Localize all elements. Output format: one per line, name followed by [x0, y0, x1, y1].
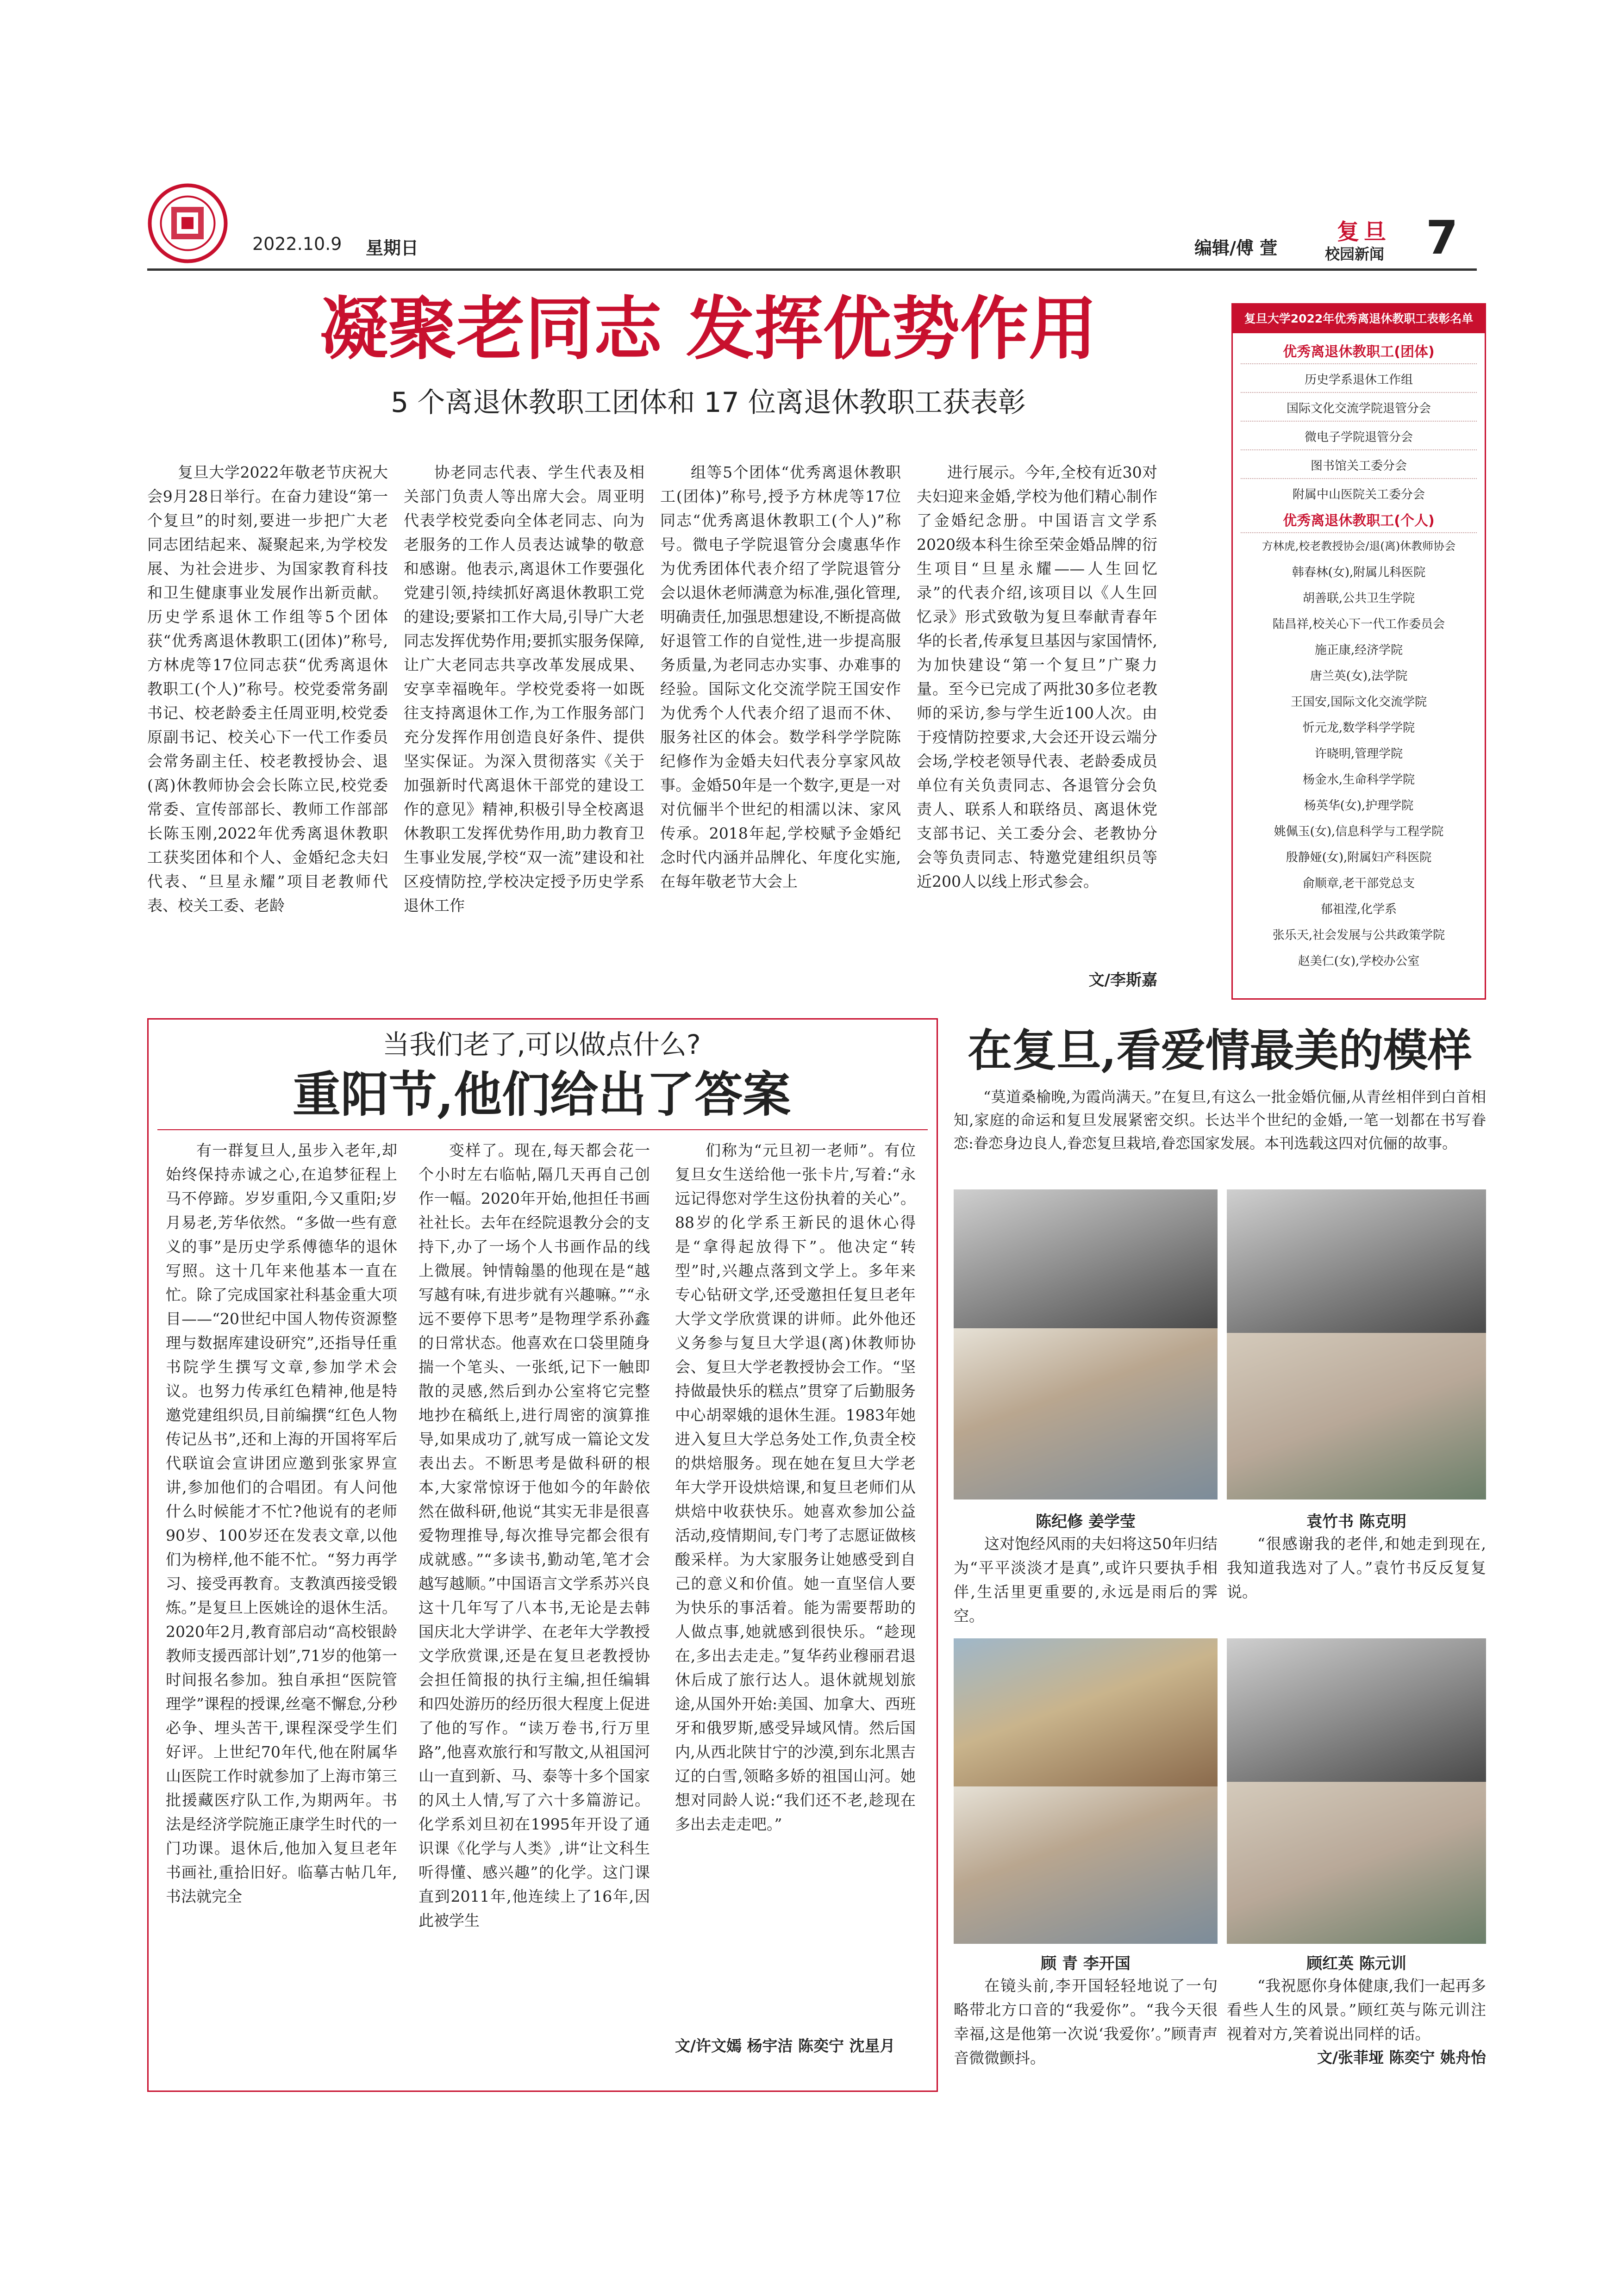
divider	[1241, 532, 1477, 533]
double-ninth-byline: 文/许文嫣 杨宇洁 陈奕宁 沈星月	[675, 2037, 895, 2055]
divider	[1241, 392, 1477, 393]
honor-individual-heading: 优秀离退休教职工(个人)	[1283, 513, 1435, 529]
honor-individual-item: 郁祖滢,化学系	[1320, 902, 1397, 916]
double-ninth-kicker: 当我们老了,可以做点什么?	[382, 1029, 701, 1060]
lead-byline: 文/李斯嘉	[1088, 971, 1157, 989]
couple-photo-new	[1227, 1333, 1486, 1500]
golden-love-byline: 文/张菲垭 陈奕宁 姚舟怡	[1317, 2048, 1486, 2066]
lead-subtitle: 5 个离退休教职工团体和 17 位离退休教职工获表彰	[391, 386, 1026, 419]
golden-love-intro: “莫道桑榆晚,为霞尚满天。”在复旦,有这么一批金婚伉俪,从青丝相伴到白首相知,家庭的命运和复旦发展紧密交织。长达半个世纪的金婚,一笔一划都在书写眷恋:眷恋身边良人,眷恋复旦栽培,眷恋国家发展。本刊选载这四对伉俪的故事。	[954, 1088, 1486, 1152]
golden-love-title: 在复旦,看爱情最美的模样	[968, 1024, 1472, 1076]
couple-caption: “我祝愿你身体健康,我们一起再多看些人生的风景。”顾红英与陈元训注视着对方,笑着说出同样的话。	[1227, 1977, 1486, 2043]
honor-individual-item: 杨金水,生命科学学院	[1302, 773, 1415, 787]
divider	[1241, 449, 1477, 450]
lead-col-2: 协老同志代表、学生代表及相关部门负责人等出席大会。周亚明代表学校党委向全体老同志、向为老服务的工作人员表达诚挚的敬意和感谢。他表示,离退休工作要强化党建引领,持续抓好离退休教职工党的建设;要紧扣工作大局,引导广大老同志发挥优势作用;要抓实服务保障,让广大老同志共享改革发展成果、安享幸福晚年。学校党委将一如既往支持离退休工作,为工作服务部门充分发挥作用创造良好条件、提供坚实保证。为深入贯彻落实《关于加强新时代离退休干部党的建设工作的意见》精神,积极引导全校离退休教职工发挥优势作用,助力教育卫生事业发展,学校“双一流”建设和社区疫情防控,学校决定授予历史学系退休工作	[404, 463, 644, 915]
lead-col-4: 进行展示。今年,全校有近30对夫妇迎来金婚,学校为他们精心制作了金婚纪念册。中国语言文学系2020级本科生徐至荣金婚品牌的衍生项目“旦星永耀——人生回忆录”的代表介绍,该项目以《人生回忆录》形式致敬为复旦奉献青春年华的长者,传承复旦基因与家国情怀,为加快建设“第一个复旦”广聚力量。至今已完成了两批30多位老教师的采访,参与学生近100人次。由于疫情防控要求,大会还开设云端分会场,学校老领导代表、老龄委成员单位有关负责同志、各退管分会负责人、联系人和联络员、离退休党支部书记、关工委分会、老教协分会等负责同志、特邀党建组织员等近200人以线上形式参会。	[917, 463, 1157, 890]
double-ninth-col-1: 有一群复旦人,虽步入老年,却始终保持赤诚之心,在追梦征程上马不停蹄。岁岁重阳,今又重阳;岁月易老,芳华依然。“多做一些有意义的事”是历史学系傅德华的退休写照。这十几年来他基本一直在忙。除了完成国家社科基金重大项目——“20世纪中国人物传资源整理与数据库建设研究”,还指导任重书院学生撰写文章,参加学术会议。也努力传承红色精神,他是特邀党建组织员,目前编撰“红色人物传记丛书”,还和上海的开国将军后代联谊会宣讲团应邀到张家界宣讲,参加他们的合唱团。有人问他什么时候能才不忙?他说有的老师90岁、100岁还在发表文章,以他们为榜样,他不能不忙。“努力再学习、接受再教育。支教滇西接受锻炼。”是复旦上医姚诠的退休生活。2020年2月,教育部启动“高校银龄教师支援西部计划”,71岁的他第一时间报名参加。独自承担“医院管理学”课程的授课,丝毫不懈怠,分秒必争、埋头苦干,课程深受学生们好评。上世纪70年代,他在附属华山医院工作时就参加了上海市第三批援藏医疗队工作,为期两年。书法是经济学院施正康学生时代的一门功课。退休后,他加入复旦老年书画社,重拾旧好。临摹古帖几年,书法就完全	[166, 1141, 397, 1905]
issue-date: 2022.10.9	[252, 234, 342, 254]
double-ninth-rule	[157, 1129, 928, 1130]
honor-individual-item: 杨英华(女),护理学院	[1304, 799, 1414, 813]
honor-individual-item: 姚佩玉(女),信息科学与工程学院	[1274, 825, 1444, 839]
honor-group-item: 微电子学院退管分会	[1304, 430, 1413, 444]
double-ninth-col-3: 们称为“元旦初一老师”。有位复旦女生送给他一张卡片,写着:“永远记得您对学生这份执着的关心”。88岁的化学系王新民的退休心得是“拿得起放得下”。他决定“转型”时,兴趣点落到文学上。多年来专心钻研文学,还受邀担任复旦老年大学文学欣赏课的讲师。此外他还义务参与复旦大学退(离)休教师协会、复旦大学老教授协会工作。“坚持做最快乐的糕点”贯穿了后勤服务中心胡翠娥的退休生涯。1983年她进入复旦大学总务处工作,负责全校的烘焙服务。现在她在复旦大学老年大学开设烘焙课,和复旦老师们从烘焙中收获快乐。她喜欢参加公益活动,疫情期间,专门考了志愿证做核酸采样。为大家服务让她感受到自己的意义和价值。她一直坚信人要为快乐的事活着。能为需要帮助的人做点事,她就感到很快乐。“趁现在,多出去走走。”复华药业穆丽君退休后成了旅行达人。退休就规划旅途,从国外开始:美国、加拿大、西班牙和俄罗斯,感受异域风情。然后国内,从西北陕甘宁的沙漠,到东北黑吉辽的白雪,领略多娇的祖国山河。她想对同龄人说:“我们还不老,趁现在多出去走走吧。”	[675, 1141, 916, 1833]
page-number: 7	[1426, 211, 1458, 265]
editor-credit: 编辑/傅 萱	[1194, 238, 1278, 258]
honor-individual-item: 陆昌祥,校关心下一代工作委员会	[1272, 617, 1445, 631]
couple-names: 袁竹书 陈克明	[1306, 1512, 1406, 1531]
honor-individual-item: 施正康,经济学院	[1314, 643, 1403, 657]
couple-photo-old	[954, 1638, 1218, 1786]
honor-individual-item: 许晓明,管理学院	[1314, 747, 1403, 761]
couple-photo-old	[1227, 1638, 1486, 1782]
couple-caption: 在镜头前,李开国轻轻地说了一句略带北方口音的“我爱你”。“我今天很幸福,这是他第一次说‘我爱你’。”顾青声音微微颤抖。	[954, 1977, 1218, 2067]
divider	[1241, 478, 1477, 479]
couple-names: 陈纪修 姜学莹	[1036, 1512, 1136, 1531]
honor-individual-item: 胡善联,公共卫生学院	[1302, 591, 1415, 605]
couple-photo-new	[1227, 1782, 1486, 1944]
section-name: 校园新闻	[1325, 245, 1385, 263]
couple-caption: 这对饱经风雨的夫妇将这50年归结为“平平淡淡才是真”,或许只要执手相伴,生活里更重要的,永远是雨后的霁空。	[954, 1535, 1218, 1625]
lead-col-1: 复旦大学2022年敬老节庆祝大会9月28日举行。在奋力建设“第一个复旦”的时刻,要进一步把广大老同志团结起来、凝聚起来,为学校发展、为社会进步、为国家教育科技和卫生健康事业发展作出新贡献。历史学系退休工作组等5个团体获“优秀离退休教职工(团体)”称号,方林虎等17位同志获“优秀离退休教职工(个人)”称号。校党委常务副书记、校老龄委主任周亚明,校党委原副书记、校关心下一代工作委员会常务副主任、校老教授协会、退(离)休教师协会会长陈立民,校党委常委、宣传部部长、教师工作部部长陈玉刚,2022年优秀离退休教职工获奖团体和个人、金婚纪念夫妇代表、“旦星永耀”项目老教师代表、校关工委、老龄	[147, 463, 388, 915]
honor-group-item: 国际文化交流学院退管分会	[1286, 402, 1431, 416]
issue-weekday: 星期日	[366, 238, 419, 258]
honor-individual-item: 殷静娅(女),附属妇产科医院	[1286, 851, 1432, 865]
honor-individual-item: 俞顺章,老干部党总支	[1302, 877, 1415, 890]
honor-individual-item: 王国安,国际文化交流学院	[1290, 695, 1427, 709]
honor-individual-item: 韩春林(女),附属儿科医院	[1292, 566, 1426, 579]
header-rule	[147, 268, 1477, 271]
honor-group-item: 图书馆关工委分会	[1310, 459, 1407, 473]
lead-title: 凝聚老同志 发挥优势作用	[319, 288, 1097, 369]
honor-group-item: 附属中山医院关工委分会	[1292, 488, 1425, 502]
double-ninth-title: 重阳节,他们给出了答案	[292, 1066, 791, 1123]
couple-photo-old	[1227, 1189, 1486, 1333]
honor-individual-item: 忻元龙,数学科学学院	[1302, 721, 1415, 735]
lead-col-3: 组等5个团体“优秀离退休教职工(团体)”称号,授予方林虎等17位同志“优秀离退休教职工(个人)”称号。微电子学院退管分会虞惠华作为优秀团体代表介绍了学院退管分会以退休老师满意为标准,强化管理,明确责任,加强思想建设,不断提高做好退管工作的自觉性,进一步提高服务质量,为老同志办实事、办难事的经验。国际文化交流学院王国安作为优秀个人代表介绍了退而不休、服务社区的体会。数学科学学院陈纪修作为金婚夫妇代表分享家风故事。金婚50年是一个数字,更是一对对伉俪半个世纪的相濡以沫、家风传承。2018年起,学校赋予金婚纪念时代内涵并品牌化、年度化实施,在每年敬老节大会上	[660, 463, 901, 890]
double-ninth-col-2: 变样了。现在,每天都会花一个小时左右临帖,隔几天再自己创作一幅。2020年开始,他担任书画社社长。去年在经院退教分会的支持下,办了一场个人书画作品的线上微展。钟情翰墨的他现在是“越写越有味,有进步就有兴趣嘛。”“永远不要停下思考”是物理学系孙鑫的日常状态。他喜欢在口袋里随身揣一个笔头、一张纸,记下一触即散的灵感,然后到办公室将它完整地抄在稿纸上,进行周密的演算推导,如果成功了,就写成一篇论文发表出去。不断思考是做科研的根本,大家常惊讶于他如今的年龄依然在做科研,他说“其实无非是很喜爱物理推导,每次推导完都会很有成就感。”“多读书,勤动笔,笔才会越写越顺。”中国语言文学系苏兴良这十几年写了八本书,无论是去韩国庆北大学讲学、在老年大学教授文学欣赏课,还是在复旦老教授协会担任简报的执行主编,担任编辑和四处游历的经历很大程度上促进了他的写作。“读万卷书,行万里路”,他喜欢旅行和写散文,从祖国河山一直到新、马、泰等十多个国家的风土人情,写了六十多篇游记。化学系刘旦初在1995年开设了通识课《化学与人类》,讲“让文科生听得懂、感兴趣”的化学。这门课直到2011年,他连续上了16年,因此被学生	[418, 1141, 650, 1929]
divider	[1241, 421, 1477, 422]
honor-individual-item: 唐兰英(女),法学院	[1310, 669, 1408, 683]
divider	[1241, 363, 1477, 364]
couple-photo-new	[954, 1786, 1218, 1944]
honor-individual-item: 方林虎,校老教授协会/退(离)休教师协会	[1262, 540, 1456, 553]
paper-name: 复旦	[1337, 219, 1391, 245]
honor-individual-item: 张乐天,社会发展与公共政策学院	[1272, 928, 1445, 942]
couple-caption: “很感谢我的老伴,和她走到现在,我知道我选对了人。”袁竹书反反复复说。	[1227, 1535, 1486, 1601]
couple-names: 顾 青 李开国	[1041, 1954, 1131, 1973]
honor-list-title: 复旦大学2022年优秀离退休教职工表彰名单	[1233, 305, 1485, 333]
couple-photo-old	[954, 1189, 1218, 1328]
honor-individual-item: 赵美仁(女),学校办公室	[1298, 954, 1420, 968]
couple-photo-new	[954, 1328, 1218, 1500]
honor-group-item: 历史学系退休工作组	[1304, 373, 1413, 387]
honor-group-heading: 优秀离退休教职工(团体)	[1283, 344, 1435, 360]
couple-names: 顾红英 陈元训	[1306, 1954, 1406, 1973]
fudan-logo	[147, 183, 228, 264]
